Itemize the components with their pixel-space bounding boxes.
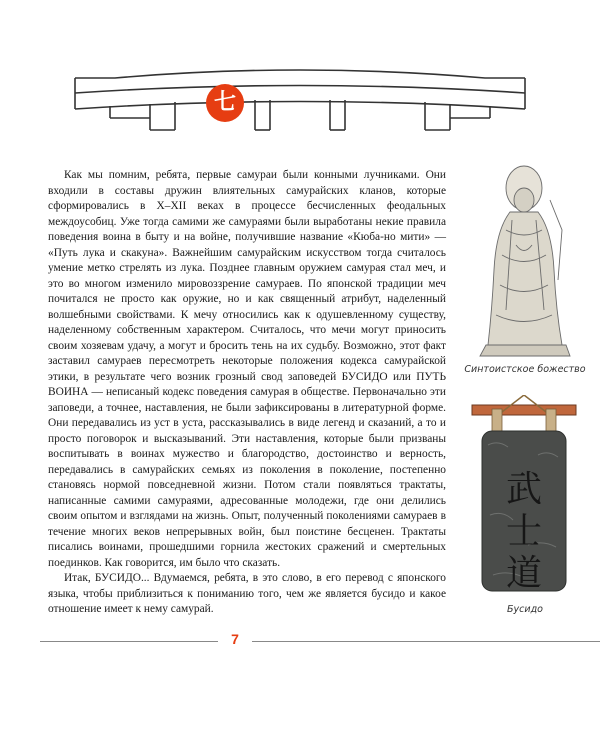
tablet-caption: Бусидо — [507, 604, 543, 615]
bushido-tablet-illustration — [468, 395, 580, 595]
tablet-char: 武 — [505, 469, 542, 510]
emblem-seven-icon: 七 — [206, 84, 244, 122]
deity-caption: Синтоистское божество — [464, 364, 586, 375]
tablet-char: 士 — [505, 511, 542, 552]
tablet-char: 道 — [505, 553, 542, 594]
header-ornament — [0, 0, 600, 160]
paragraph: Итак, БУСИДО... Вдумаемся, ребята, в это слово, в его перевод с японского языка, чтобы приблизиться к пониманию того, чем же является бусидо и какое отношение имеет к нему самурай. — [48, 572, 446, 615]
footer-rule-left — [40, 641, 218, 642]
deity-figure-icon — [466, 160, 584, 360]
page-number: 7 — [231, 631, 239, 647]
article-body — [48, 168, 446, 618]
footer-rule-right — [252, 641, 600, 642]
shinto-deity-illustration — [466, 160, 584, 360]
paragraph: Как мы помним, ребята, первые самураи были конными лучниками. Они входили в составы дружин влиятельных самурайских кланов, которые сформировались в X–XII веках в процессе бесчисленных феодальных междоусобиц. Уже тогда самими же самураями были выработаны некие правила поведения воина в быту и на войне, получившие название «Кюба-но мити» — «Путь лука и скакуна». Важнейшим самурайским искусством тогда считалось умение метко стрелять из лука. Позднее главным оружием самурая стал меч, и это во многом изменило мировоззрение самураев. По японской традиции меч почитался не просто как оружие, но и как священный атрибут, наделенный волшебными свойствами. К мечу относились как к одушевленному существу, наделенному собственным характером. Считалось, что мечи могут приносить своим хозяевам удачу, а могут и бросить тень на их судьбу. Возможно, этот факт заставил самураев пересмотреть некоторые положения кодекса самурайской этики, в результате чего возник грозный свод заповедей БУСИДО или ПУТЬ ВОИНА — неписаный кодекс поведения самурая в обществе. Первоначально эти заповеди, а точнее, наставления, не были зафиксированы в литературной форме. Они передавались из уст в уста, рассказывались в виде легенд и сказаний, а то и просто поговорок и высказываний. Эти наставления, которые были призваны воспитывать в воинах мужество и благородство, достоинство и верность, передавались в самурайских семьях из поколения в поколение, постепенно становясь нормой повседневной жизни. Потом стали появляться трактаты, написанные самими самураями, адресованные молодежи, где они делились своим опытом и взглядами на жизнь. Опыт, полученный поколениями самураев в течение многих веков непрерывных войн, был поистине бесценен. Трактаты писались воинами, прошедшими горнила жестоких сражений и смертельных поединков. Как говорится, им было что сказать. — [48, 169, 446, 569]
arc-lines-ornament — [0, 0, 600, 160]
